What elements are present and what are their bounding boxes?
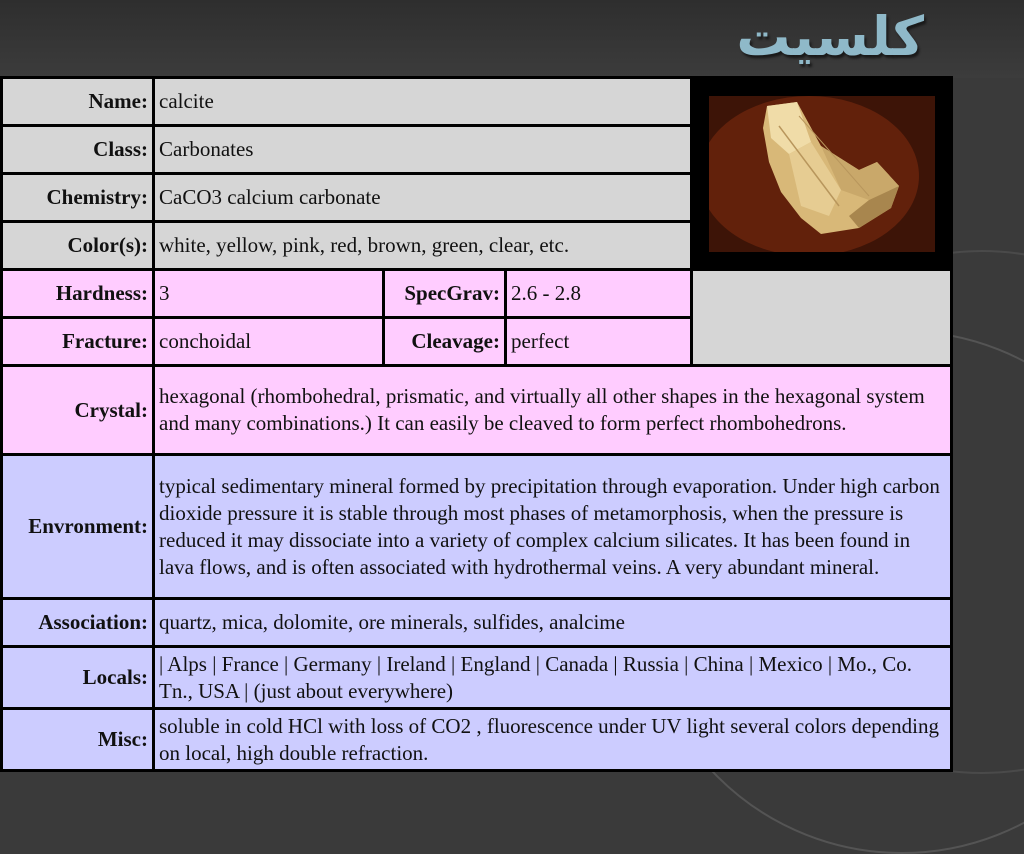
- environment-value: typical sedimentary mineral formed by precipitation through evaporation. Under high carbon dioxide pressure it is stable through most phases of metamorphosis, when the pressure is reduced it may dissociate into a variety of complex calcium silicates. It has been found in lava flows, and is often associated with hydrothermal veins. A very abundant mineral.: [154, 455, 952, 599]
- locals-label: Locals:: [2, 647, 154, 709]
- fracture-value: conchoidal: [154, 318, 384, 366]
- specgrav-value: 2.6 - 2.8: [506, 270, 692, 318]
- association-value: quartz, mica, dolomite, ore minerals, sulfides, analcime: [154, 599, 952, 647]
- hardness-value: 3: [154, 270, 384, 318]
- hardness-label: Hardness:: [2, 270, 154, 318]
- table-row: [2, 647, 952, 709]
- table-row: [2, 455, 952, 599]
- table-row: [2, 78, 952, 126]
- misc-value: soluble in cold HCl with loss of CO2 , fluorescence under UV light several colors depending on local, high double refraction.: [154, 709, 952, 771]
- name-label: Name:: [2, 78, 154, 126]
- cleavage-label: Cleavage:: [384, 318, 506, 366]
- empty-cell: [692, 270, 952, 366]
- environment-label: Envronment:: [2, 455, 154, 599]
- table-row: [2, 709, 952, 771]
- table-row: [2, 599, 952, 647]
- specgrav-label: SpecGrav:: [384, 270, 506, 318]
- mineral-photo-cell: [692, 78, 952, 270]
- table-row: [2, 270, 952, 318]
- name-value: calcite: [154, 78, 692, 126]
- chemistry-label: Chemistry:: [2, 174, 154, 222]
- color-value: white, yellow, pink, red, brown, green, clear, etc.: [154, 222, 692, 270]
- color-label: Color(s):: [2, 222, 154, 270]
- calcite-crystal-photo: [709, 96, 935, 252]
- misc-label: Misc:: [2, 709, 154, 771]
- crystal-value: hexagonal (rhombohedral, prismatic, and virtually all other shapes in the hexagonal system and many combinations.) It can easily be cleaved to form perfect rhombohedrons.: [154, 366, 952, 455]
- crystal-label: Crystal:: [2, 366, 154, 455]
- association-label: Association:: [2, 599, 154, 647]
- mineral-info-table: [0, 76, 953, 772]
- class-label: Class:: [2, 126, 154, 174]
- locals-value: | Alps | France | Germany | Ireland | England | Canada | Russia | China | Mexico | Mo., Co. Tn., USA | (just about everywhere): [154, 647, 952, 709]
- slide-title: کلسیت: [736, 5, 924, 68]
- chemistry-value: CaCO3 calcium carbonate: [154, 174, 692, 222]
- class-value: Carbonates: [154, 126, 692, 174]
- table-row: [2, 366, 952, 455]
- fracture-label: Fracture:: [2, 318, 154, 366]
- cleavage-value: perfect: [506, 318, 692, 366]
